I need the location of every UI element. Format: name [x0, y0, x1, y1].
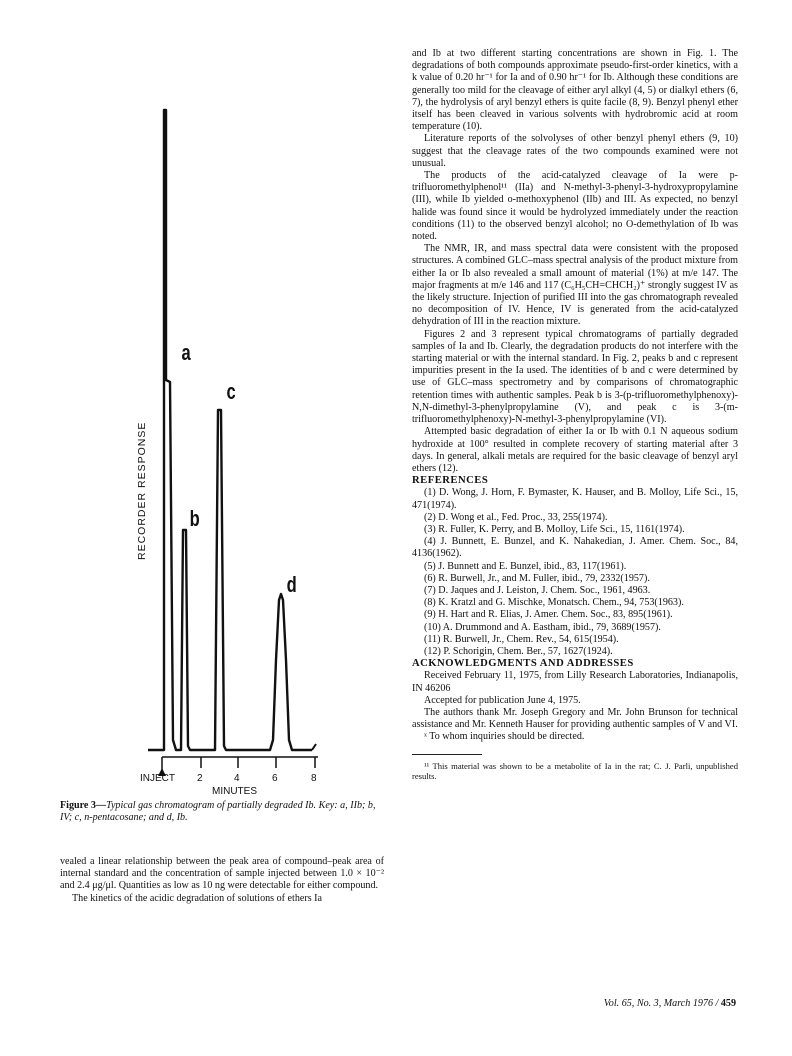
chromatogram-trace: [148, 110, 312, 750]
reference-item: (1) D. Wong, J. Horn, F. Bymaster, K. Hauser, and B. Molloy, Life Sci., 15, 471(1974).: [412, 487, 738, 511]
y-axis-label: RECORDER RESPONSE: [136, 421, 148, 560]
reference-item: (10) A. Drummond and A. Eastham, ibid., 79, 3689(1957).: [424, 621, 661, 633]
paragraph: Attempted basic degradation of either Ia or Ib with 0.1 N aqueous sodium hydroxide at 100° resulted in complete recovery of starting material after 3 days. In general, alkali metals are required for the basic cleavage of benzyl aryl ethers (12).: [412, 426, 738, 474]
reference-item: (7) D. Jaques and J. Leiston, J. Chem. Soc., 1961, 4963.: [424, 584, 651, 596]
reference-item: (8) K. Kratzl and G. Mischke, Monatsch. Chem., 94, 753(1963).: [424, 597, 684, 609]
peak-label-a: a: [181, 340, 191, 365]
references-list: [412, 487, 738, 658]
page-footer: [604, 998, 736, 1009]
reference-item: (6) R. Burwell, Jr., and M. Fuller, ibid., 79, 2332(1957).: [424, 572, 650, 584]
x-tick-label: 4: [234, 773, 240, 784]
x-tick-label: 8: [311, 773, 317, 784]
paragraph: The products of the acid-catalyzed cleavage of Ia were p-trifluoromethylphenol¹¹ (IIa) and N-methyl-3-phenyl-3-hydroxypropylamine (III), while Ib yielded o-methoxyphenol (IIb) and III. As expected, no benzyl halide was found since it would be hydrolyzed immediately under the reaction conditions (11) to the observed benzyl alcohol; no O-demethylation of Ib was noted.: [412, 170, 738, 243]
peak-label-d: d: [286, 572, 297, 597]
peak-label-c: c: [226, 379, 236, 404]
x-tick-label: 6: [272, 773, 278, 784]
x-tick-label: 2: [197, 773, 203, 784]
paragraph: Literature reports of the solvolyses of other benzyl phenyl ethers (9, 10) suggest that the cleavage rates of the two compounds examined were not unusual.: [412, 133, 738, 169]
paragraph: Figures 2 and 3 represent typical chromatograms of partially degraded samples of Ia and Ib. Clearly, the degradation products do not interfere with the starting material or with the internal standard. In Fig. 2, peaks b and c represent impurities present in the Ia used. The identities of b and c were determined by use of GLC–mass spectrometry and by comparisons of chromatographic retention times with authentic samples. Peak b is 3-(p-trifluoromethylphenoxy)-N,N-dimethyl-3-phenylpropylamine (V), and peak c is 3-(m-trifluoromethylphenoxy)-N-methyl-3-phenylpropylamine (VI).: [412, 328, 738, 426]
x-axis-label: MINUTES: [212, 786, 257, 797]
paragraph: and Ib at two different starting concentrations are shown in Fig. 1. The degradations of both compounds approximate pseudo-first-order kinetics, with a k value of 0.20 hr⁻¹ for Ia and of 0.90 hr⁻¹ for Ib. Although these conditions are generally too mild for the cleavage of either aryl alkyl (4, 5) or dialkyl ethers (6, 7), the hydrolysis of aryl benzyl ethers is quite facile (8, 9). Benzyl phenyl ether itself has been cleaved in various solvents with hydrobromic acid at room temperature (10).: [412, 48, 738, 133]
reference-item: (3) R. Fuller, K. Perry, and B. Molloy, Life Sci., 15, 1161(1974).: [424, 523, 685, 535]
chromatogram-plot: [60, 40, 390, 810]
reference-item: (12) P. Schorigin, Chem. Ber., 57, 1627(1924).: [424, 645, 613, 657]
references-heading: REFERENCES: [412, 475, 489, 487]
ack-accepted: Accepted for publication June 4, 1975.: [424, 694, 581, 706]
ack-correspondence: ˣ To whom inquiries should be directed.: [424, 731, 585, 743]
caption-label: Figure 3—: [60, 800, 107, 811]
reference-item: (2) D. Wong et al., Fed. Proc., 33, 255(1974).: [424, 511, 608, 523]
reference-item: (5) J. Bunnett and E. Bunzel, ibid., 83, 117(1961).: [424, 560, 627, 572]
inject-label: INJECT: [140, 773, 175, 784]
peak-label-b: b: [189, 506, 200, 531]
figure-3: [60, 40, 390, 820]
paragraph: vealed a linear relationship between the peak area of compound–peak area of internal standard and the concentration of sample injected between 1.0 × 10⁻² and 2.4 μg/μl. Quantities as low as 10 ng were detectable for either compound.: [60, 856, 384, 892]
left-column-text: [60, 856, 384, 905]
paragraph: The NMR, IR, and mass spectral data were consistent with the proposed structures. A combined GLC–mass spectral analysis of the product mixture from either Ia or Ib also revealed a small amount of material (1%) at m/e 147. The major fragments at m/e 146 and 117 (C₆H₅CH=CHCH₂)⁺ strongly suggest IV as the likely structure. Injection of purified III into the gas chromatograph revealed no decomposition of IV. Hence, IV is generated from the acid-catalyzed dehydration of III in the reaction mixture.: [412, 243, 738, 328]
footnote: ¹¹ This material was shown to be a metabolite of Ia in the rat; C. J. Parli, unpublished results.: [412, 760, 738, 781]
journal-citation: Vol. 65, No. 3, March 1976 /: [603, 998, 721, 1009]
figure-caption: [60, 800, 390, 824]
ack-received: Received February 11, 1975, from Lilly Research Laboratories, Indianapolis, IN 46206: [412, 670, 738, 694]
acknowledgments-heading: ACKNOWLEDGMENTS AND ADDRESSES: [412, 658, 634, 670]
paragraph: The kinetics of the acidic degradation of solutions of ethers Ia: [72, 892, 323, 904]
footnote-rule: [412, 754, 482, 755]
ack-thanks: The authors thank Mr. Joseph Gregory and Mr. John Brunson for technical assistance and Mr. Kenneth Hauser for providing authentic samples of V and VI.: [412, 706, 738, 731]
reference-item: (9) H. Hart and R. Elias, J. Amer. Chem. Soc., 83, 895(1961).: [424, 609, 673, 621]
reference-item: (4) J. Bunnett, E. Bunzel, and K. Nahakedian, J. Amer. Chem. Soc., 84, 4136(1962).: [412, 536, 738, 560]
caption-text: Typical gas chromatogram of partially degraded Ib. Key: a, IIb; b, IV; c, n-pentacosane; and d, Ib.: [60, 800, 376, 824]
right-column-text: [412, 48, 738, 781]
reference-item: (11) R. Burwell, Jr., Chem. Rev., 54, 615(1954).: [424, 633, 619, 645]
page-number: 459: [720, 998, 736, 1009]
